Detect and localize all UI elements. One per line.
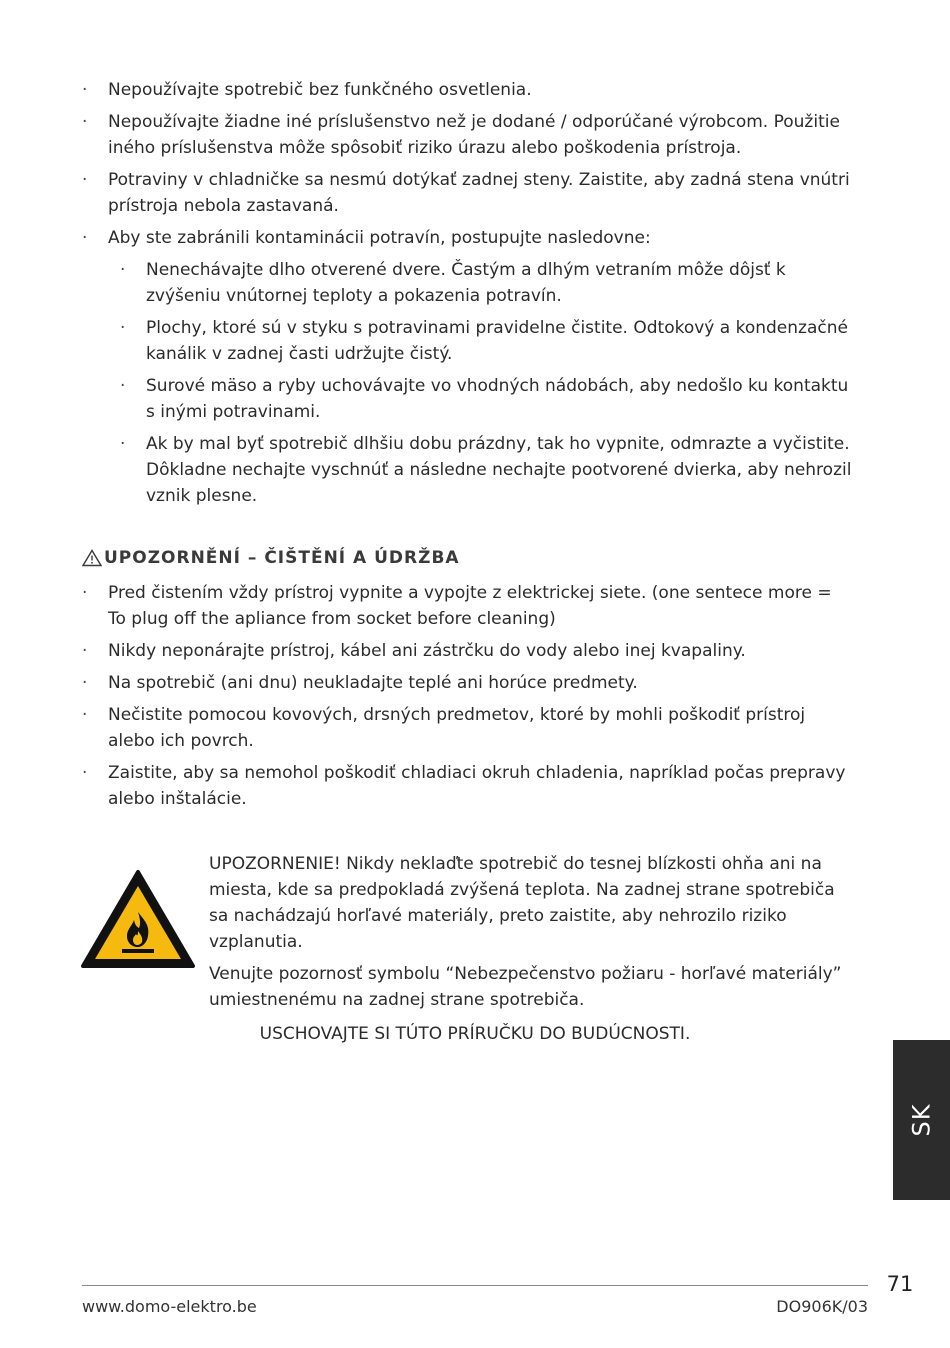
section-heading-title: UPOZORNĚNÍ – ČIŠTĚNÍ A ÚDRŽBA [104,548,460,568]
list-item [82,77,852,103]
sublist-item [120,431,852,509]
list-item-text: Nepoužívajte žiadne iné príslušenstvo než je dodané / odporúčané výrobcom. Použitie iného príslušenstva môže spôsobiť riziko úrazu alebo poškodenia prístroja. [108,112,840,158]
list-item [82,225,852,509]
sublist-item [120,373,852,425]
sublist-item [120,315,852,367]
footer-divider [82,1285,868,1286]
sublist-item [120,257,852,309]
list-item-text: Nepoužívajte spotrebič bez funkčného osvetlenia. [108,80,532,100]
page-number: 71 [886,1272,914,1296]
warning-triangle-icon [82,549,102,567]
sublist-item-text: Nenechávajte dlho otverené dvere. Častým a dlhým vetraním môže dôjsť k zvýšeniu vnútornej teploty a pokazenia potravín. [146,260,786,306]
safety-list [82,77,852,515]
language-tab [893,1040,950,1200]
list-item-text: Na spotrebič (ani dnu) neukladajte teplé ani horúce predmety. [108,673,638,693]
list-item [82,580,852,632]
list-item [82,702,852,754]
list-item-text: Pred čistením vždy prístroj vypnite a vypojte z elektrickej siete. (one sentece more = To plug off the apliance from socket before cleaning) [108,583,832,629]
list-item [82,670,852,696]
list-item [82,638,852,664]
list-item-text: Nečistite pomocou kovových, drsných predmetov, ktoré by mohli poškodiť prístroj alebo ich povrch. [108,705,806,751]
footer-website: www.domo-elektro.be [82,1297,257,1316]
fire-warning-text [209,851,859,1019]
list-item [82,760,852,812]
flammable-warning-icon [80,868,196,970]
sublist-item-text: Plochy, ktoré sú v styku s potravinami pravidelne čistite. Odtokový a kondenzačné kanálik v zadnej časti udržujte čistý. [146,318,848,364]
sublist-item-text: Surové mäso a ryby uchovávajte vo vhodných nádobách, aby nedošlo ku kontaktu s inými potravinami. [146,376,849,422]
cleaning-list [82,580,852,818]
sublist-item-text: Ak by mal byť spotrebič dlhšiu dobu prázdny, tak ho vypnite, odmrazte a vyčistite. Dôkladne nechajte vyschnúť a následne nechajte pootvorené dvierka, aby nehrozil vznik plesne. [146,434,852,506]
fire-warning-paragraph: UPOZORNENIE! Nikdy neklaďte spotrebič do tesnej blízkosti ohňa ani na miesta, kde sa predpokladá zvýšená teplota. Na zadnej strane spotrebiča sa nachádzajú horľavé materiály, preto zaistite, aby nehrozilo riziko vzplanutia. [209,854,835,952]
contamination-sublist [108,257,852,509]
footer-model: DO906K/03 [776,1297,868,1316]
list-item-text: Aby ste zabránili kontaminácii potravín, postupujte nasledovne: [108,228,651,248]
section-heading [82,548,460,568]
list-item-text: Zaistite, aby sa nemohol poškodiť chladiaci okruh chladenia, napríklad počas prepravy alebo inštalácie. [108,763,846,809]
fire-warning-paragraph: Venujte pozornosť symbolu “Nebezpečenstvo požiaru - horľavé materiály” umiestnenému na zadnej strane spotrebiča. [209,964,842,1010]
list-item-text: Nikdy neponárajte prístroj, kábel ani zástrčku do vody alebo inej kvapaliny. [108,641,746,661]
list-item [82,109,852,161]
list-item-text: Potraviny v chladničke sa nesmú dotýkať zadnej steny. Zaistite, aby zadná stena vnútri prístroja nebola zastavaná. [108,170,850,216]
list-item [82,167,852,219]
keep-manual-notice: USCHOVAJTE SI TÚTO PRÍRUČKU DO BUDÚCNOSTI. [259,1024,691,1044]
language-tab-label: SK [907,1103,936,1137]
